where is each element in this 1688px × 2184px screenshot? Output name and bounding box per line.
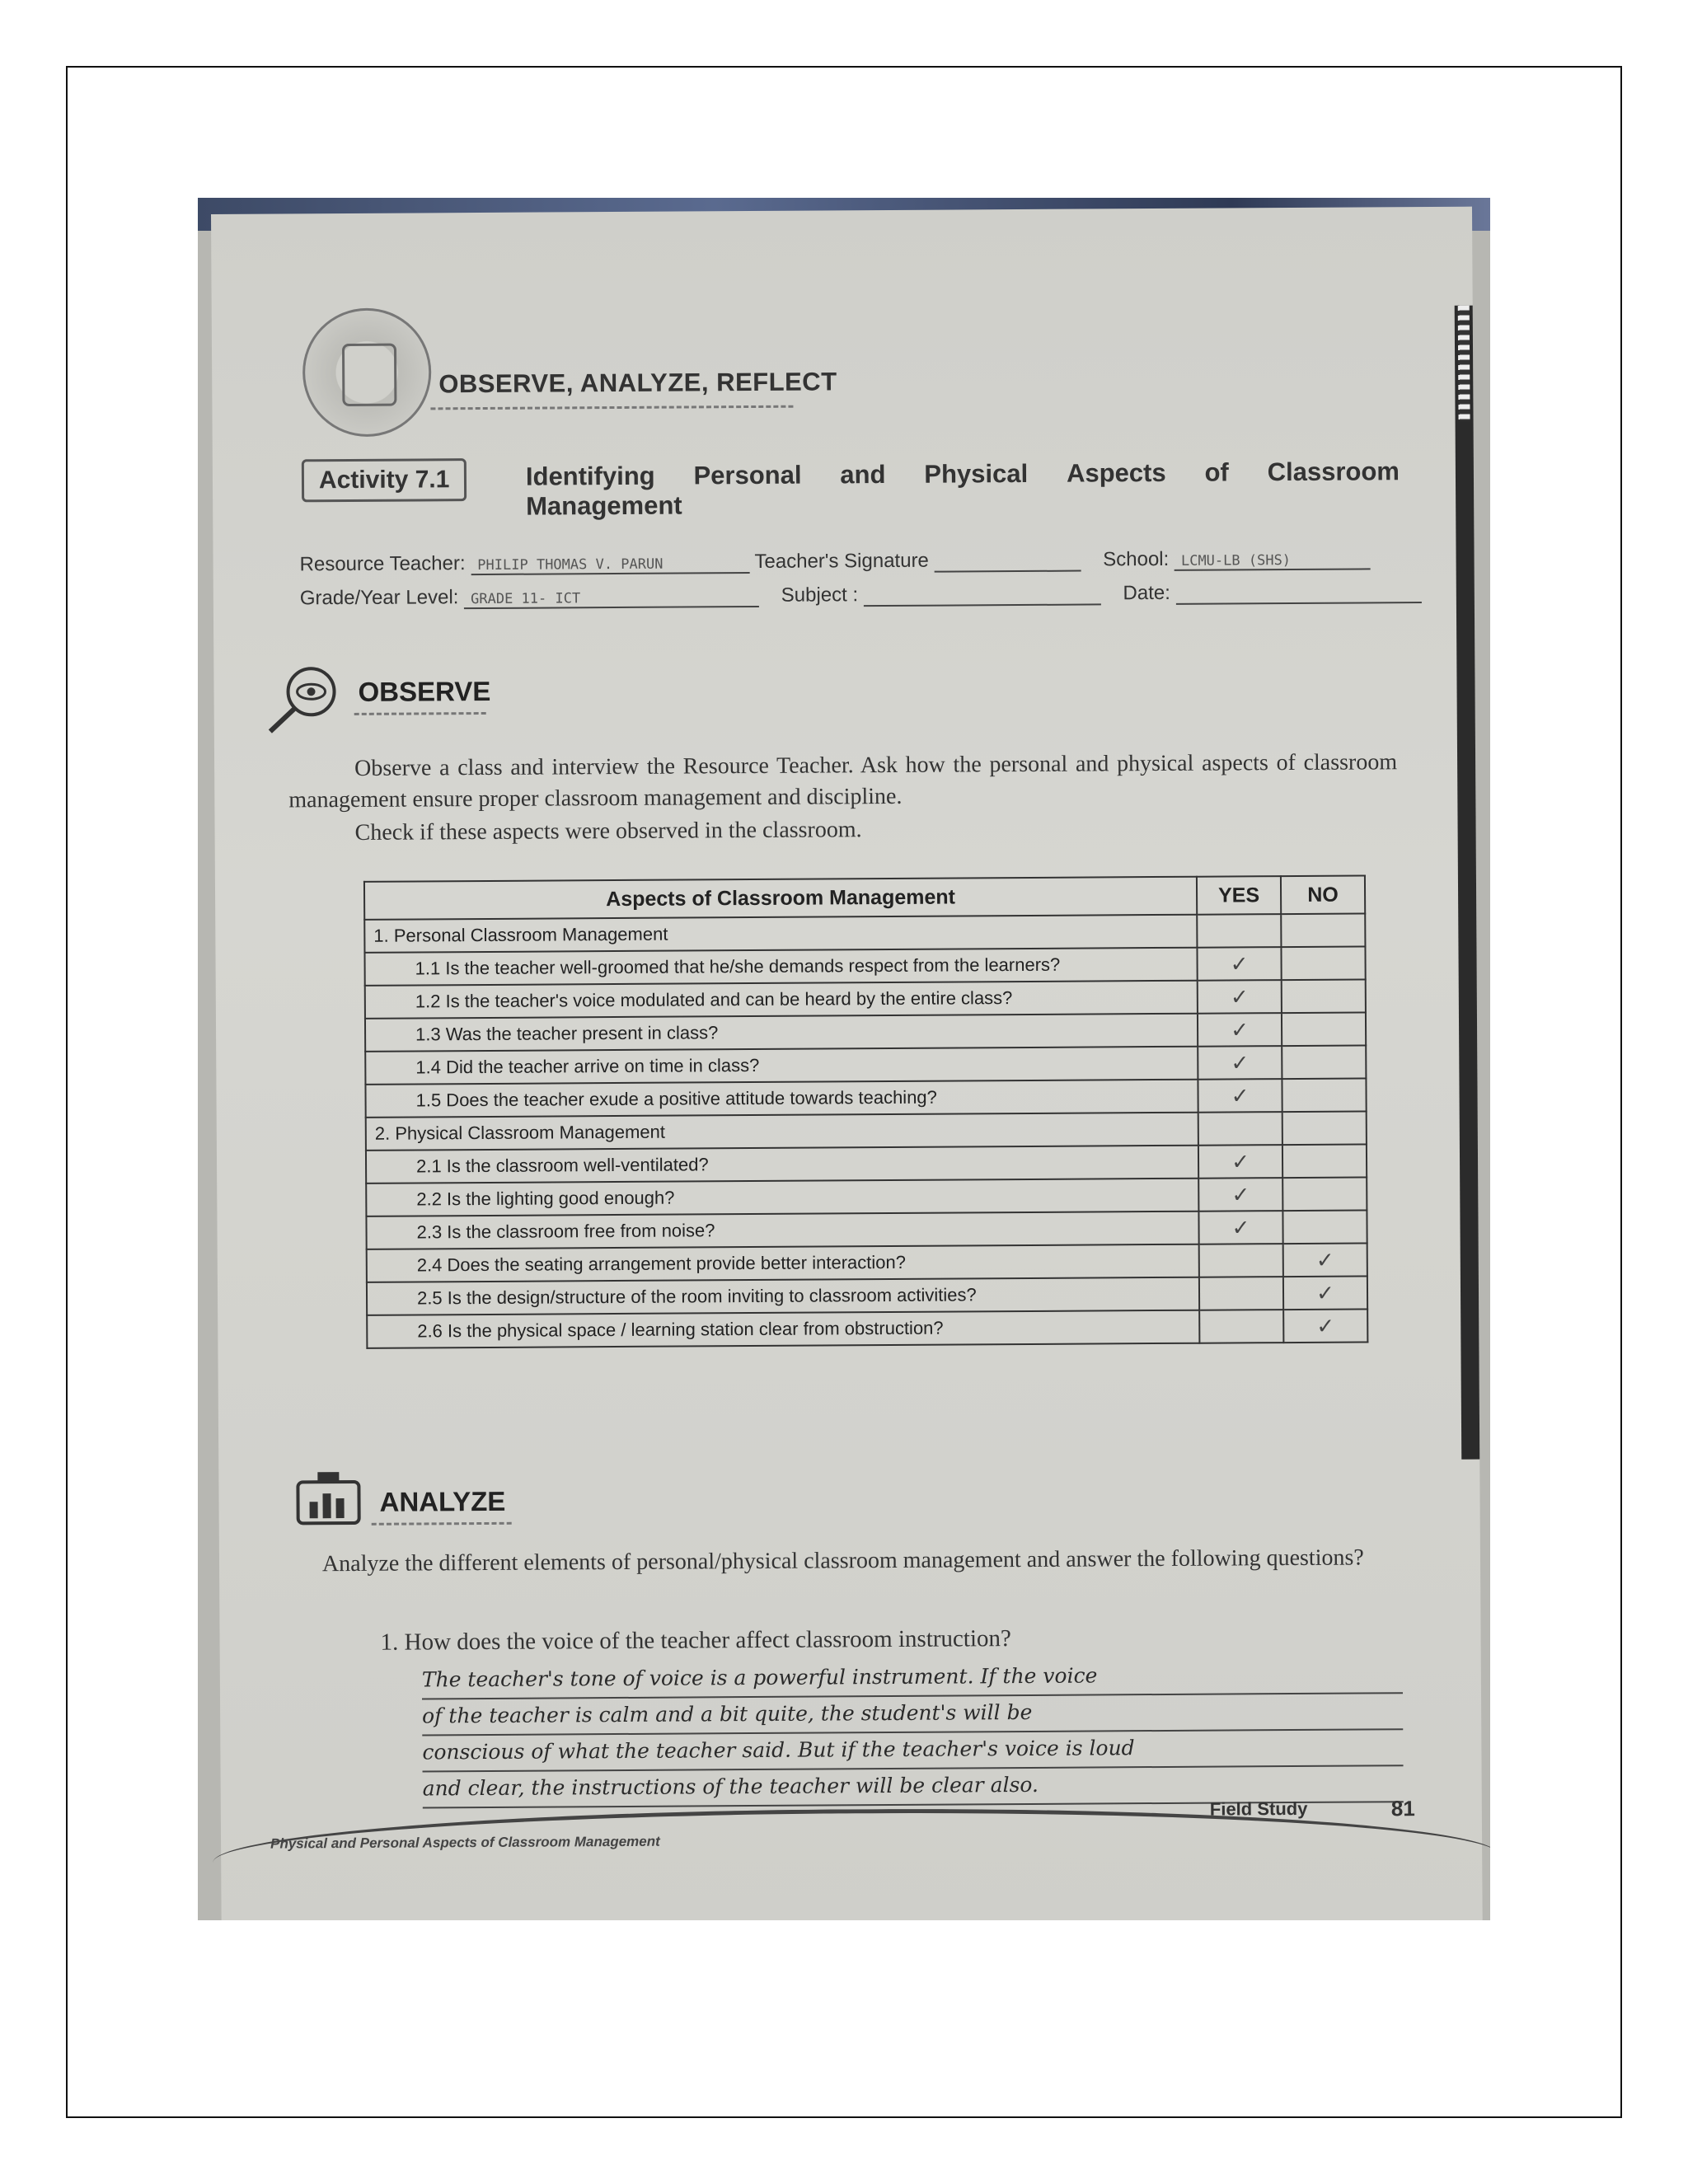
resource-teacher-label: Resource Teacher: (299, 552, 466, 576)
subject-label: Subject : (781, 583, 859, 607)
answer-1 (422, 1657, 1404, 1808)
analyze-paragraph: Analyze the different elements of personal/physical classroom management and answer the following questions? (321, 1544, 1364, 1577)
no-checkbox-cell (1281, 946, 1365, 980)
section-logo-icon (302, 307, 432, 437)
question-1: 1. How does the voice of the teacher affect classroom instruction? (380, 1625, 1011, 1656)
yes-checkbox-cell: ✓ (1198, 1145, 1282, 1179)
observe-title: OBSERVE (358, 675, 491, 707)
no-checkbox-cell (1282, 1078, 1366, 1112)
aspect-question: 1.1 Is the teacher well-groomed that he/she demands respect from the learners? (364, 948, 1197, 986)
footer-book-title: Field Study (1209, 1797, 1308, 1820)
yes-checkbox-cell (1197, 914, 1281, 948)
activity-title-word: and (840, 460, 886, 490)
no-checkbox-cell (1281, 913, 1365, 947)
aspect-question: 2.5 Is the design/structure of the room inviting to classroom activities? (367, 1277, 1199, 1315)
aspect-question: 2.2 Is the lighting good enough? (366, 1179, 1198, 1216)
table-row (367, 1309, 1367, 1347)
yes-checkbox-cell (1199, 1277, 1283, 1310)
activity-title-line1 (526, 457, 1400, 491)
yes-checkbox-cell (1199, 1244, 1283, 1277)
no-checkbox-cell (1282, 1045, 1366, 1079)
no-checkbox-cell (1282, 979, 1366, 1013)
no-checkbox-cell: ✓ (1283, 1309, 1367, 1343)
no-checkbox-cell (1282, 1012, 1366, 1046)
yes-checkbox-cell: ✓ (1198, 1013, 1282, 1047)
date-line (1176, 602, 1422, 605)
school-label: School: (1103, 547, 1170, 571)
answer-line: and clear, the instructions of the teacher will be clear also. (423, 1766, 1404, 1808)
header-underline (430, 402, 793, 410)
grade-label: Grade/Year Level: (299, 586, 459, 610)
activity-title-word: of (1204, 457, 1229, 487)
table-section-heading: 1. Personal Classroom Management (364, 915, 1197, 953)
aspect-question: 1.3 Was the teacher present in class? (365, 1014, 1198, 1052)
yes-checkbox-cell: ✓ (1198, 1079, 1282, 1113)
yes-checkbox-cell: ✓ (1198, 980, 1282, 1014)
aspect-question: 1.2 Is the teacher's voice modulated and can be heard by the entire class? (365, 981, 1198, 1019)
activity-title-word: Classroom (1267, 457, 1400, 487)
analyze-title: ANALYZE (379, 1485, 506, 1517)
binder-edge (1455, 306, 1480, 1460)
grade-value: GRADE 11- ICT (464, 589, 759, 609)
magnifier-eye-icon (263, 658, 346, 733)
yes-checkbox-cell: ✓ (1198, 1211, 1282, 1244)
aspect-question: 1.4 Did the teacher arrive on time in class? (365, 1047, 1198, 1085)
signature-line (935, 570, 1081, 573)
yes-checkbox-cell: ✓ (1197, 947, 1281, 981)
section-header: OBSERVE, ANALYZE, REFLECT (438, 367, 837, 399)
activity-title-word: Identifying (525, 461, 655, 491)
class-info-row (300, 580, 1422, 610)
aspect-question: 2.3 Is the classroom free from noise? (366, 1212, 1198, 1249)
yes-column-header: YES (1197, 876, 1281, 915)
answer-line: of the teacher is calm and a bit quite, the student's will be (422, 1694, 1403, 1736)
analyze-chart-icon (293, 1470, 367, 1529)
worksheet-page (211, 207, 1483, 1920)
table-section-heading: 2. Physical Classroom Management (366, 1113, 1198, 1151)
observe-instruction: Check if these aspects were observed in the classroom. (354, 817, 862, 846)
activity-title-word: Personal (693, 460, 802, 490)
answer-line: conscious of what the teacher said. But if the teacher's voice is loud (422, 1730, 1403, 1772)
school-value: LCMU-LB (SHS) (1175, 551, 1371, 570)
yes-checkbox-cell (1198, 1112, 1282, 1146)
analyze-underline (372, 1519, 512, 1526)
aspect-question: 1.5 Does the teacher exude a positive attitude towards teaching? (365, 1080, 1198, 1118)
document-photo (198, 198, 1490, 1920)
no-column-header: NO (1281, 875, 1365, 914)
resource-teacher-value: PHILIP THOMAS V. PARUN (471, 555, 749, 575)
aspect-question: 2.4 Does the seating arrangement provide better interaction? (367, 1244, 1199, 1282)
no-checkbox-cell: ✓ (1283, 1276, 1367, 1310)
no-checkbox-cell (1282, 1144, 1367, 1178)
teacher-info-row (300, 546, 1372, 576)
no-checkbox-cell: ✓ (1283, 1243, 1367, 1277)
activity-title (526, 457, 1400, 521)
no-checkbox-cell (1282, 1111, 1367, 1145)
aspects-table (363, 874, 1368, 1348)
activity-title-word: Physical (924, 458, 1029, 489)
yes-checkbox-cell: ✓ (1198, 1178, 1282, 1212)
observe-underline (354, 709, 486, 715)
yes-checkbox-cell: ✓ (1198, 1046, 1282, 1080)
answer-line: The teacher's tone of voice is a powerful instrument. If the voice (422, 1657, 1403, 1699)
subject-line (864, 603, 1101, 607)
aspect-question: 2.6 Is the physical space / learning station clear from obstruction? (367, 1310, 1199, 1348)
activity-title-word: Aspects (1066, 457, 1166, 488)
footer-chapter-title: Physical and Personal Aspects of Classroom Management (270, 1833, 660, 1852)
date-label: Date: (1123, 581, 1170, 605)
table-header-row (364, 875, 1365, 919)
yes-checkbox-cell (1199, 1310, 1283, 1343)
no-checkbox-cell (1282, 1177, 1367, 1211)
no-checkbox-cell (1282, 1210, 1367, 1244)
activity-title-line2: Management (526, 490, 682, 521)
signature-label: Teacher's Signature (754, 549, 929, 573)
aspect-question: 2.1 Is the classroom well-ventilated? (366, 1146, 1198, 1183)
aspects-column-header: Aspects of Classroom Management (364, 877, 1197, 920)
observe-paragraph: Observe a class and interview the Resource Teacher. Ask how the personal and physical aspects of classroom management ensure proper classroom management and discipline. (288, 749, 1398, 813)
page-number: 81 (1390, 1796, 1415, 1821)
activity-label: Activity 7.1 (302, 458, 467, 502)
